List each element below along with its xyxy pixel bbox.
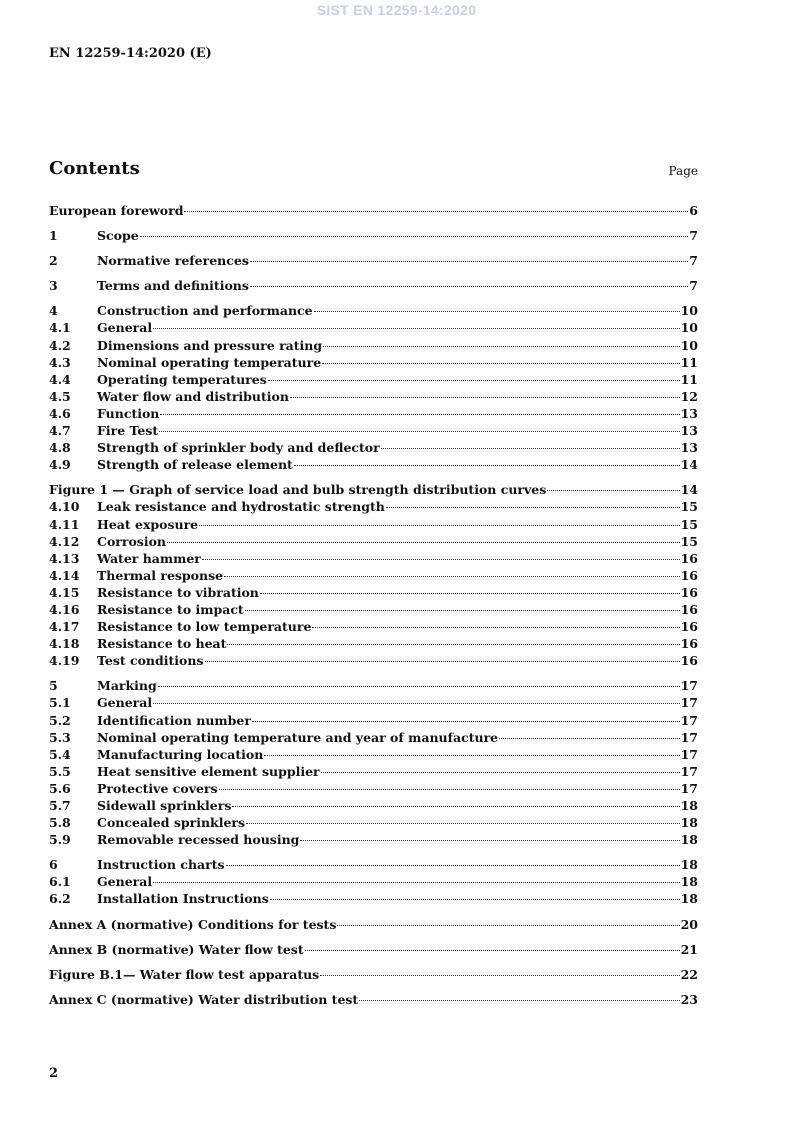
toc-entry-page: 13	[680, 405, 698, 421]
toc-dot-leader	[268, 380, 680, 381]
toc-entry[interactable]	[49, 797, 698, 814]
toc-entry-title: Marking	[97, 678, 157, 694]
toc-entry-number: 4.19	[49, 653, 80, 669]
toc-entry-title: Concealed sprinklers	[97, 815, 246, 831]
toc-entry-title: Heat sensitive element supplier	[97, 763, 320, 779]
toc-entry-title: Figure B.1— Water flow test apparatus	[49, 966, 320, 982]
toc-entry-number: 4.14	[49, 567, 80, 583]
toc-entry[interactable]	[49, 319, 698, 336]
toc-entry-title: General	[97, 874, 153, 890]
toc-entry-page: 10	[680, 320, 698, 336]
toc-entry-title: Normative references	[97, 253, 249, 269]
toc-entry-title: Operating temperatures	[97, 371, 267, 387]
toc-dot-leader	[337, 925, 679, 926]
page-column-label: Page	[668, 164, 698, 178]
toc-entry-title: Annex C (normative) Water distribution test	[49, 991, 359, 1007]
toc-entry[interactable]	[49, 439, 698, 456]
toc-entry-title: Identification number	[97, 712, 251, 728]
footer-page-number: 2	[49, 1066, 59, 1081]
toc-dot-leader	[227, 644, 679, 645]
toc-dot-leader	[499, 738, 679, 739]
toc-entry-number: 5.1	[49, 695, 71, 711]
toc-dot-leader	[252, 721, 680, 722]
toc-dot-leader	[250, 286, 688, 287]
toc-entry-title: Leak resistance and hydrostatic strength	[97, 499, 385, 515]
toc-entry-title: General	[97, 320, 153, 336]
toc-dot-leader	[305, 950, 680, 951]
toc-entry-page: 7	[689, 228, 698, 244]
toc-dot-leader	[250, 261, 688, 262]
toc-entry-number: 4.7	[49, 423, 71, 439]
toc-dot-leader	[153, 703, 679, 704]
toc-entry[interactable]	[49, 966, 698, 983]
toc-dot-leader	[140, 236, 689, 237]
toc-entry[interactable]	[49, 890, 698, 907]
watermark: SIST EN 12259-14:2020	[316, 2, 477, 18]
toc-entry-title: European foreword	[49, 203, 184, 218]
toc-entry-page: 12	[680, 388, 698, 404]
toc-dot-leader	[314, 311, 680, 312]
toc-entry-page: 16	[680, 619, 698, 635]
toc-entry-page: 14	[680, 457, 698, 473]
toc-entry[interactable]	[49, 652, 698, 669]
toc-entry-number: 4.6	[49, 405, 71, 421]
toc-entry[interactable]	[49, 227, 698, 244]
toc-entry-number: 4.1	[49, 320, 71, 336]
toc-entry[interactable]	[49, 677, 698, 694]
toc-dot-leader	[321, 772, 680, 773]
toc-entry-number: 4.12	[49, 533, 80, 549]
toc-dot-leader	[260, 593, 680, 594]
toc-entry-page: 18	[680, 798, 698, 813]
toc-dot-leader	[320, 975, 679, 976]
toc-entry[interactable]	[49, 302, 698, 319]
toc-entry-page: 7	[689, 253, 698, 269]
toc-dot-leader	[294, 465, 680, 466]
toc-entry[interactable]	[49, 252, 698, 269]
toc-entry-page: 17	[680, 763, 698, 779]
contents-heading: Contents	[49, 158, 140, 179]
toc-entry-page: 23	[680, 991, 698, 1007]
toc-entry-title: Nominal operating temperature and year of manufacture	[97, 729, 499, 745]
toc-entry-page: 17	[680, 746, 698, 762]
toc-entry[interactable]	[49, 202, 698, 219]
toc-entry-page: 13	[680, 423, 698, 439]
toc-entry-title: Strength of release element	[97, 457, 293, 473]
toc-entry-page: 10	[680, 303, 698, 319]
toc-entry-title: Annex B (normative) Water flow test	[49, 941, 304, 957]
toc-entry-title: Figure 1 — Graph of service load and bulb strength distribution curves	[49, 482, 547, 498]
toc-entry-title: Nominal operating temperature	[97, 354, 322, 370]
toc-dot-leader	[232, 806, 679, 807]
toc-dot-leader	[202, 559, 680, 560]
toc-entry-number: 2	[49, 253, 58, 269]
toc-dot-leader	[219, 789, 680, 790]
toc-dot-leader	[290, 397, 680, 398]
toc-entry-page: 17	[680, 712, 698, 728]
toc-entry-number: 4.16	[49, 601, 80, 617]
toc-entry-title: Resistance to impact	[97, 601, 244, 617]
toc-entry-page: 10	[680, 337, 698, 353]
toc-entry-title: Function	[97, 405, 160, 421]
toc-dot-leader	[322, 363, 679, 364]
toc-dot-leader	[153, 882, 679, 883]
toc-entry[interactable]	[49, 533, 698, 550]
toc-entry-title: Strength of sprinkler body and deflector	[97, 440, 380, 456]
toc-entry-title: Scope	[97, 228, 139, 244]
toc-dot-leader	[159, 431, 679, 432]
toc-entry[interactable]	[49, 635, 698, 652]
toc-entry[interactable]	[49, 516, 698, 533]
toc-entry-page: 21	[680, 941, 698, 957]
toc-entry-page: 16	[680, 584, 698, 600]
toc-dot-leader	[270, 899, 680, 900]
toc-entry-number: 4.17	[49, 619, 80, 635]
toc-dot-leader	[184, 211, 688, 212]
toc-dot-leader	[246, 823, 680, 824]
toc-entry-page: 15	[680, 516, 698, 532]
toc-entry-page: 11	[680, 354, 698, 370]
toc-entry-number: 4.3	[49, 354, 71, 370]
toc-entry-title: Manufacturing location	[97, 746, 264, 762]
toc-dot-leader	[160, 414, 679, 415]
toc-entry-number: 1	[49, 228, 58, 244]
toc-entry[interactable]	[49, 388, 698, 405]
toc-dot-leader	[264, 755, 679, 756]
toc-entry-number: 6.2	[49, 891, 71, 907]
toc-entry[interactable]	[49, 831, 698, 848]
toc-entry[interactable]	[49, 941, 698, 958]
toc-entry-title: Test conditions	[97, 653, 204, 669]
toc-dot-leader	[300, 840, 679, 841]
toc-entry[interactable]	[49, 498, 698, 515]
toc-entry[interactable]	[49, 763, 698, 780]
toc-entry-title: Heat exposure	[97, 516, 199, 532]
toc-entry-number: 5.9	[49, 832, 71, 848]
toc-entry-number: 6.1	[49, 874, 71, 890]
toc-dot-leader	[226, 865, 680, 866]
toc-dot-leader	[323, 346, 679, 347]
document-id-header: EN 12259-14:2020 (E)	[49, 46, 212, 61]
toc-entry[interactable]	[49, 712, 698, 729]
toc-entry-page: 16	[680, 601, 698, 617]
toc-dot-leader	[386, 507, 680, 508]
toc-entry[interactable]	[49, 916, 698, 933]
toc-entry-title: Removable recessed housing	[97, 832, 300, 848]
toc-entry[interactable]	[49, 405, 698, 422]
toc-entry[interactable]	[49, 371, 698, 388]
toc-dot-leader	[381, 448, 680, 449]
toc-entry[interactable]	[49, 856, 698, 873]
toc-entry-title: Water hammer	[97, 550, 201, 566]
toc-entry-number: 5.3	[49, 729, 71, 745]
toc-entry-title: Annex A (normative) Conditions for tests	[49, 916, 337, 932]
toc-entry-page: 16	[680, 653, 698, 669]
toc-entry[interactable]	[49, 337, 698, 354]
toc-entry-number: 5.4	[49, 746, 71, 762]
toc-entry-page: 17	[680, 729, 698, 745]
toc-entry-page: 16	[680, 636, 698, 652]
toc-entry-number: 4.13	[49, 550, 80, 566]
toc-entry[interactable]	[49, 746, 698, 763]
toc-entry-page: 13	[680, 440, 698, 456]
toc-entry[interactable]	[49, 354, 698, 371]
toc-entry-page: 15	[680, 499, 698, 515]
toc-entry-title: Resistance to low temperature	[97, 619, 312, 635]
toc-entry-title: Fire Test	[97, 423, 159, 439]
toc-entry-number: 5.6	[49, 780, 71, 796]
toc-entry[interactable]	[49, 814, 698, 831]
toc-entry-page: 17	[680, 695, 698, 711]
toc-entry[interactable]	[49, 729, 698, 746]
toc-entry-page: 16	[680, 567, 698, 583]
toc-entry-number: 4.15	[49, 584, 80, 600]
toc-entry-number: 4.5	[49, 388, 71, 404]
toc-entry-title: Sidewall sprinklers	[97, 798, 232, 813]
toc-dot-leader	[359, 1000, 679, 1001]
toc-entry[interactable]	[49, 873, 698, 890]
toc-entry-title: Thermal response	[97, 567, 224, 583]
toc-dot-leader	[205, 661, 680, 662]
toc-entry-page: 16	[680, 550, 698, 566]
toc-entry-page: 22	[680, 966, 698, 982]
toc-entry-number: 4.8	[49, 440, 71, 456]
toc-entry-page: 18	[680, 815, 698, 831]
toc-entry-number: 4.10	[49, 499, 80, 515]
toc-entry-number: 4	[49, 303, 58, 319]
toc-entry-page: 17	[680, 780, 698, 796]
toc-entry-number: 5.8	[49, 815, 71, 831]
toc-entry[interactable]	[49, 780, 698, 797]
toc-entry[interactable]	[49, 601, 698, 618]
toc-entry-title: Water flow and distribution	[97, 388, 289, 404]
toc-entry-number: 4.9	[49, 457, 71, 473]
toc-entry-number: 5.5	[49, 763, 71, 779]
toc-entry-page: 6	[689, 203, 698, 218]
toc-entry-number: 5.7	[49, 798, 71, 813]
toc-entry-number: 3	[49, 278, 58, 294]
toc-entry-title: Instruction charts	[97, 857, 225, 873]
toc-entry-number: 4.11	[49, 516, 80, 532]
toc-entry[interactable]	[49, 456, 698, 473]
toc-dot-leader	[547, 490, 679, 491]
toc-entry-page: 18	[680, 891, 698, 907]
toc-dot-leader	[167, 542, 680, 543]
toc-entry[interactable]	[49, 694, 698, 711]
toc-entry-page: 11	[680, 371, 698, 387]
toc-entry-number: 4.18	[49, 636, 80, 652]
toc-entry-page: 20	[680, 916, 698, 932]
toc-dot-leader	[224, 576, 680, 577]
toc-dot-leader	[199, 525, 679, 526]
toc-dot-leader	[312, 627, 679, 628]
toc-entry-title: Protective covers	[97, 780, 218, 796]
toc-entry-title: Resistance to vibration	[97, 584, 259, 600]
toc-dot-leader	[153, 328, 679, 329]
toc-entry-page: 15	[680, 533, 698, 549]
toc-entry-title: Resistance to heat	[97, 636, 227, 652]
toc-entry-page: 18	[680, 874, 698, 890]
toc-entry-title: Installation Instructions	[97, 891, 269, 907]
toc-entry-title: Dimensions and pressure rating	[97, 337, 323, 353]
toc-entry-number: 4.4	[49, 371, 71, 387]
toc-dot-leader	[245, 610, 680, 611]
toc-entry-page: 17	[680, 678, 698, 694]
toc-entry[interactable]	[49, 550, 698, 567]
toc-entry[interactable]	[49, 991, 698, 1008]
toc-entry[interactable]	[49, 422, 698, 439]
toc-dot-leader	[158, 686, 680, 687]
toc-entry-number: 4.2	[49, 337, 71, 353]
toc-entry[interactable]	[49, 277, 698, 294]
toc-entry-page: 7	[689, 278, 698, 294]
toc-entry-title: Terms and definitions	[97, 278, 249, 294]
toc-entry-page: 14	[680, 482, 698, 498]
table-of-contents	[49, 202, 698, 1008]
toc-entry-page: 18	[680, 832, 698, 848]
toc-entry-number: 6	[49, 857, 58, 873]
toc-entry[interactable]	[49, 584, 698, 601]
toc-entry-page: 18	[680, 857, 698, 873]
toc-entry[interactable]	[49, 481, 698, 498]
toc-entry-title: General	[97, 695, 153, 711]
toc-entry[interactable]	[49, 567, 698, 584]
toc-entry-number: 5.2	[49, 712, 71, 728]
toc-entry-number: 5	[49, 678, 58, 694]
toc-entry-title: Construction and performance	[97, 303, 313, 319]
toc-entry-title: Corrosion	[97, 533, 167, 549]
toc-entry[interactable]	[49, 618, 698, 635]
